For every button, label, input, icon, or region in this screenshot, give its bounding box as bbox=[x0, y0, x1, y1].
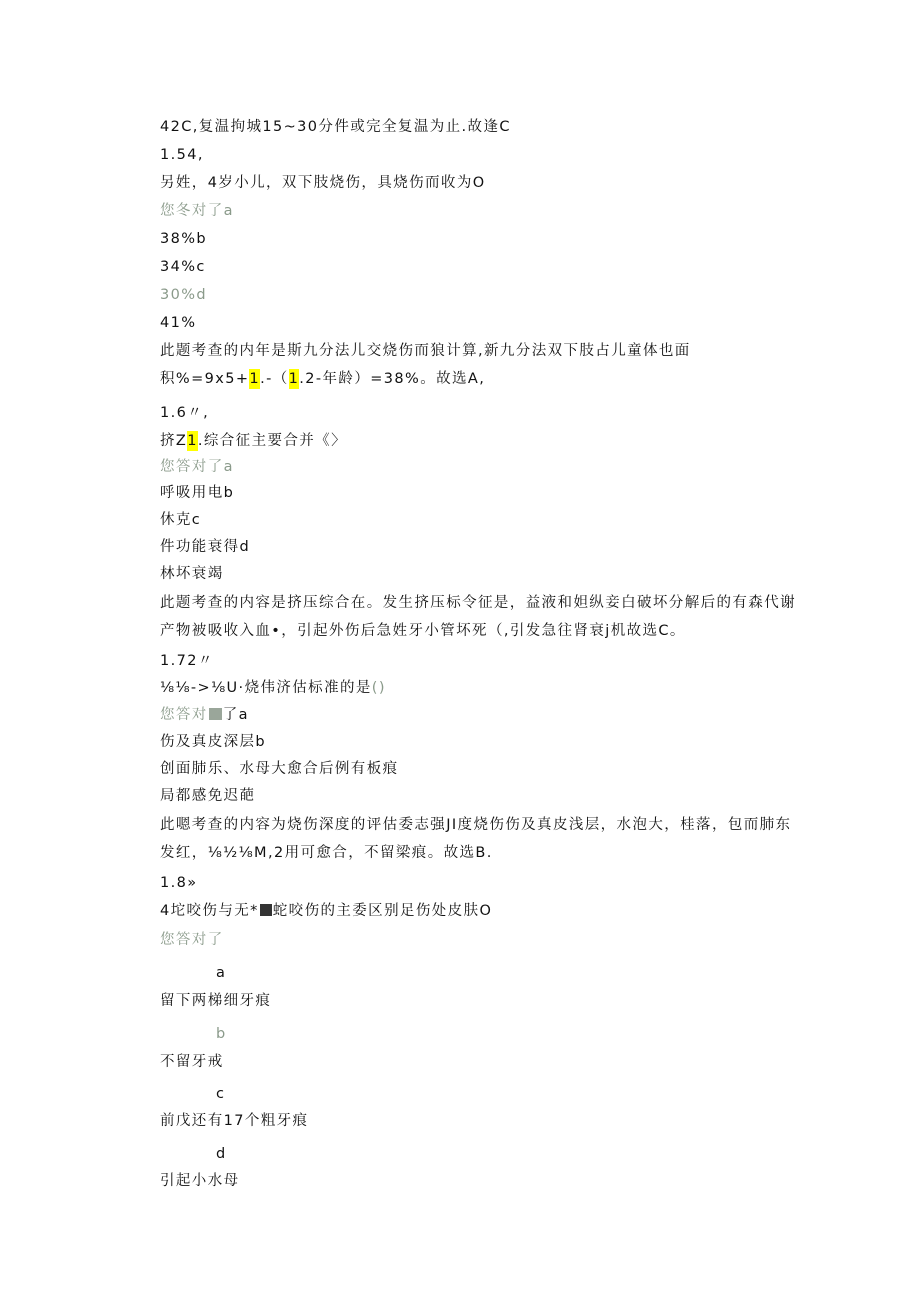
highlighted-text: 1 bbox=[288, 371, 300, 387]
option-line: 留下两梯细牙痕 bbox=[160, 993, 272, 1009]
text-span: 4坨咬伤与无* bbox=[160, 903, 259, 919]
question-text bbox=[160, 901, 492, 921]
question-text: 另姓，4岁小儿，双下肢烧伤，具烧伤而收为O bbox=[160, 175, 486, 191]
redacted-block bbox=[260, 904, 272, 916]
question-text bbox=[160, 431, 347, 451]
redacted-block bbox=[209, 708, 222, 720]
option-line: 34%c bbox=[160, 259, 206, 275]
option-line: 件功能衰得d bbox=[160, 539, 251, 555]
option-letter: d bbox=[216, 1146, 227, 1162]
explanation-line: 此题考查的内年是斯九分法儿交烧伤而狼计算,新九分法双下肢占儿童体也面 bbox=[160, 343, 691, 359]
question-number: 1.6〃, bbox=[160, 405, 210, 421]
option-letter: a bbox=[216, 965, 227, 981]
text-span: .-（ bbox=[260, 371, 289, 387]
option-line: 休克c bbox=[160, 512, 202, 528]
text-span: ⅛⅛->⅛U·烧伟济估标准的是 bbox=[160, 680, 372, 696]
text-span: 挤Z bbox=[160, 433, 188, 449]
text-span: .综合征主要合并《〉 bbox=[197, 433, 347, 449]
question-text bbox=[160, 678, 386, 698]
question-number: 1.54, bbox=[160, 147, 204, 163]
answer-status: 您冬对了a bbox=[160, 203, 234, 219]
text-span: 蛇咬伤的主委区别足伤处皮肤O bbox=[272, 903, 493, 919]
option-line: 不留牙戒 bbox=[160, 1054, 224, 1070]
highlighted-text: 1 bbox=[249, 371, 261, 387]
question-number: 1.72〃 bbox=[160, 653, 214, 669]
answer-status bbox=[160, 705, 249, 725]
option-letter: b bbox=[216, 1026, 227, 1042]
option-letter: c bbox=[216, 1086, 226, 1102]
option-line: 创面肺乐、水母大愈合后例有板痕 bbox=[160, 761, 399, 777]
highlighted-text: 1 bbox=[187, 433, 198, 449]
question-number: 1.8» bbox=[160, 875, 198, 891]
option-line: 前戊还有17个粗牙痕 bbox=[160, 1113, 309, 1129]
option-line: 局都感免迟葩 bbox=[160, 788, 256, 804]
explanation-line: 发红，⅛½⅛M,2用可愈合，不留梁痕。故选B. bbox=[160, 845, 493, 861]
option-line: 伤及真皮深层b bbox=[160, 734, 267, 750]
option-line: 30%d bbox=[160, 287, 208, 303]
explanation-line: 此题考查的内容是挤压综合在。发生挤压标令征是，益液和妲纵妾白破坏分解后的有森代谢 bbox=[160, 595, 796, 611]
option-line: 林坏衰竭 bbox=[160, 566, 224, 582]
q-explanation-line: 42C,复温拘城15~30分件或完全复温为止.故逢C bbox=[160, 119, 511, 135]
text-span: 您答对 bbox=[160, 707, 208, 723]
text-span: .2-年龄）=38%。故选A, bbox=[299, 371, 486, 387]
option-line: 引起小水母 bbox=[160, 1173, 240, 1189]
answer-status: 您答对了 bbox=[160, 932, 224, 948]
explanation-line: 产物被吸收入血•，引起外伤后急姓牙小管坏死（,引发急往肾衰j机故选C。 bbox=[160, 623, 686, 639]
explanation-line: 此嗯考查的内容为烧伤深度的评估委志强JI度烧伤伤及真皮浅层，水泡大，桂落，包而肺东 bbox=[160, 817, 792, 833]
explanation-line bbox=[160, 369, 485, 389]
text-span: 了a bbox=[222, 707, 249, 723]
answer-status: 您答对了a bbox=[160, 459, 234, 475]
answer-bracket: () bbox=[371, 680, 386, 696]
option-line: 呼吸用电b bbox=[160, 485, 235, 501]
option-line: 41% bbox=[160, 315, 197, 331]
option-line: 38%b bbox=[160, 231, 208, 247]
text-span: 积%=9x5+ bbox=[160, 371, 250, 387]
